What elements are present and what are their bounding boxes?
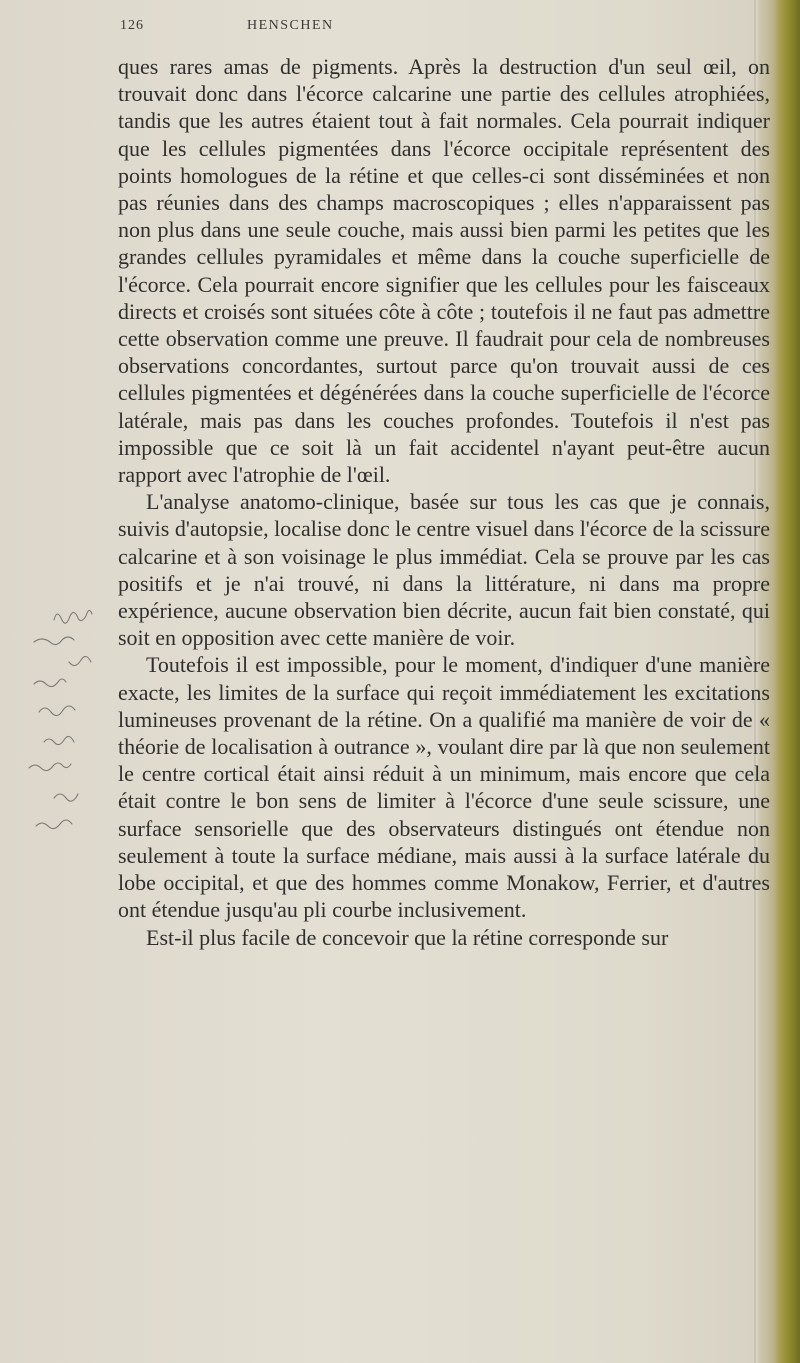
pencil-mark-6 (44, 736, 74, 744)
pencil-mark-3 (69, 656, 91, 665)
pencil-mark-2 (34, 637, 74, 645)
paragraph-2: L'analyse anatomo-clinique, basée sur tous les cas que je connais, suivis d'autopsie, localise donc le centre visuel dans l'écorce de la scissure calcarine et à son voisinage le plus immédiat. Cela se prouve par les cas positifs et je n'ai trouvé, ni dans la littérature, ni dans ma propre expérience, aucune observation bien décrite, aucun fait bien constaté, qui soit en opposition avec cette manière de voir. (118, 489, 770, 651)
pencil-mark-4 (34, 679, 66, 687)
page-number: 126 (120, 18, 144, 33)
running-head: HENSCHEN (247, 18, 334, 33)
paragraph-1: ques rares amas de pigments. Après la destruction d'un seul œil, on trouvait donc dans l'écorce calcarine une partie des cellules atrophiées, tandis que les autres étaient tout à fait normales. Cela pourrait indiquer que les cellules pigmentées dans l'écorce occipitale représentent des points homologues de la rétine et que celles-ci sont disséminées et non pas réunies dans des champs macroscopiques ; elles n'apparaissent pas non plus dans une seule couche, mais aussi bien parmi les petites que les grandes cellules pyramidales et même dans la couche superficielle de l'écorce. Cela pourrait encore signifier que les cellules pour les faisceaux directs et croisés sont situées côte à côte ; toutefois il ne faut pas admettre cette observation comme une preuve. Il faudrait pour cela de nombreuses observations concordantes, surtout parce qu'on trouvait aussi de ces cellules pigmentées et dégénérées dans la couche superficielle de l'écorce latérale, mais pas dans les couches profondes. Toutefois il n'est pas impossible que ce soit là un fait accidentel n'ayant peut-être aucun rapport avec l'atrophie de l'œil. (118, 54, 770, 488)
paragraph-4: Est-il plus facile de concevoir que la rétine corresponde sur (146, 924, 669, 950)
paragraph-3: Toutefois il est impossible, pour le moment, d'indiquer d'une manière exacte, les limites de la surface qui reçoit immédiatement les excitations lumineuses provenant de la rétine. On a qualifié ma manière de voir de « théorie de localisation à outrance », voulant dire par là que non seulement le centre cortical était ainsi réduit à un minimum, mais encore que cela était contre le bon sens de limiter à l'écorce d'une seule scissure, une surface sensorielle que des observateurs distingués ont étendue non seulement à toute la surface médiane, mais aussi à la surface latérale du lobe occipital, et que des hommes comme Monakow, Ferrier, et d'autres ont étendue jusqu'au pli courbe inclusivement. (118, 652, 770, 923)
pencil-mark-1 (54, 610, 92, 623)
pencil-scribbles (14, 600, 124, 860)
pencil-mark-8 (54, 794, 78, 801)
page-header (0, 18, 800, 42)
body-text (118, 53, 770, 951)
pencil-mark-7 (29, 763, 71, 771)
pencil-mark-9 (36, 820, 72, 829)
pencil-mark-5 (39, 706, 75, 716)
